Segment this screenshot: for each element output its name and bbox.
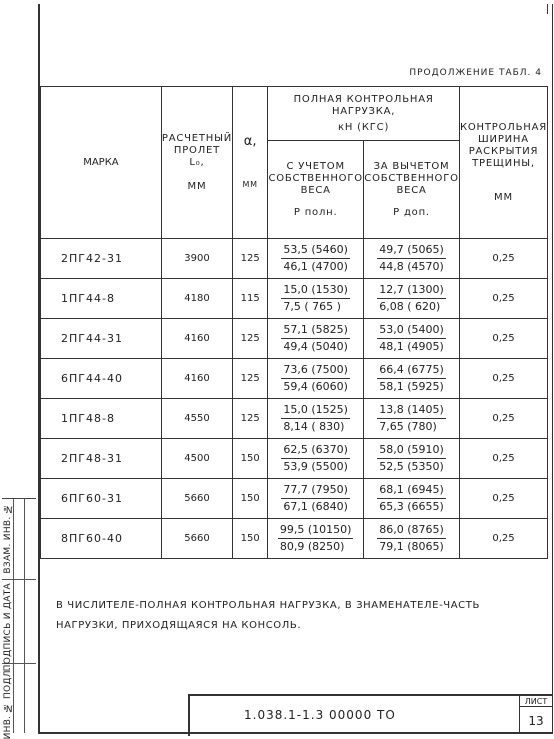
mark-cell: 1ПГ48-8 bbox=[41, 399, 162, 439]
header-without-weight: ЗА ВЫЧЕТОМ СОБСТВЕННОГО ВЕСА P доп. bbox=[364, 141, 460, 239]
table-row bbox=[41, 399, 548, 439]
table-row bbox=[41, 279, 548, 319]
alpha-cell: 115 bbox=[233, 279, 268, 319]
header-mark: МАРКА bbox=[41, 87, 162, 239]
p-add-cell: $\frac{49,7 (5065)}{44,8 (4570)}$ bbox=[364, 239, 460, 279]
p-full-cell: $\frac{53,5 (5460)}{46,1 (4700)}$ bbox=[268, 239, 364, 279]
header-span: РАСЧЕТНЫЙ ПРОЛЕТ L₀, ММ bbox=[161, 87, 232, 239]
crack-cell: 0,25 bbox=[459, 319, 547, 359]
mark-cell: 8ПГ60-40 bbox=[41, 519, 162, 559]
alpha-cell: 125 bbox=[233, 399, 268, 439]
alpha-cell: 125 bbox=[233, 239, 268, 279]
alpha-cell: 150 bbox=[233, 519, 268, 559]
header-load: ПОЛНАЯ КОНТРОЛЬНАЯ НАГРУЗКА, кН (КГС) bbox=[268, 87, 460, 141]
table-row bbox=[41, 319, 548, 359]
header-alpha: α, ММ bbox=[233, 87, 268, 239]
span-cell: 4160 bbox=[161, 319, 232, 359]
span-cell: 5660 bbox=[161, 479, 232, 519]
p-add-cell: $\frac{13,8 (1405)}{7,65 (780)}$ bbox=[364, 399, 460, 439]
header-with-weight: С УЧЕТОМ СОБСТВЕННОГО ВЕСА P полн. bbox=[268, 141, 364, 239]
sheet-label: ЛИСТ bbox=[520, 697, 552, 707]
p-add-cell: $\frac{68,1 (6945)}{65,3 (6655)}$ bbox=[364, 479, 460, 519]
alpha-cell: 150 bbox=[233, 479, 268, 519]
table-row bbox=[41, 519, 548, 559]
crack-cell: 0,25 bbox=[459, 479, 547, 519]
replace-inv-label: ВЗАМ. ИНВ. № bbox=[3, 503, 13, 574]
mark-cell: 2ПГ42-31 bbox=[41, 239, 162, 279]
p-add-cell: $\frac{86,0 (8765)}{79,1 (8065)}$ bbox=[364, 519, 460, 559]
p-add-cell: $\frac{58,0 (5910)}{52,5 (5350)}$ bbox=[364, 439, 460, 479]
corner-tick bbox=[547, 4, 548, 14]
mark-cell: 1ПГ44-8 bbox=[41, 279, 162, 319]
span-cell: 5660 bbox=[161, 519, 232, 559]
mark-cell: 6ПГ60-31 bbox=[41, 479, 162, 519]
mark-cell: 2ПГ48-31 bbox=[41, 439, 162, 479]
crack-cell: 0,25 bbox=[459, 519, 547, 559]
span-cell: 4180 bbox=[161, 279, 232, 319]
p-add-cell: $\frac{66,4 (6775)}{58,1 (5925)}$ bbox=[364, 359, 460, 399]
p-add-cell: $\frac{12,7 (1300)}{6,08 ( 620)}$ bbox=[364, 279, 460, 319]
p-full-cell: $\frac{77,7 (7950)}{67,1 (6840)}$ bbox=[268, 479, 364, 519]
sign-date-label: ПОДПИСЬ И ДАТА bbox=[3, 583, 13, 672]
p-full-cell: $\frac{15,0 (1525)}{8,14 ( 830)}$ bbox=[268, 399, 364, 439]
crack-cell: 0,25 bbox=[459, 439, 547, 479]
alpha-cell: 125 bbox=[233, 359, 268, 399]
mark-cell: 6ПГ44-40 bbox=[41, 359, 162, 399]
alpha-cell: 125 bbox=[233, 319, 268, 359]
crack-cell: 0,25 bbox=[459, 359, 547, 399]
load-table bbox=[40, 86, 548, 559]
header-crack: КОНТРОЛЬНАЯ ШИРИНА РАСКРЫТИЯ ТРЕЩИНЫ, ММ bbox=[459, 87, 547, 239]
span-cell: 4550 bbox=[161, 399, 232, 439]
table-row bbox=[41, 479, 548, 519]
p-full-cell: $\frac{57,1 (5825)}{49,4 (5040)}$ bbox=[268, 319, 364, 359]
side-stamp-strip bbox=[2, 498, 36, 739]
table-row bbox=[41, 439, 548, 479]
table-row bbox=[41, 239, 548, 279]
title-block bbox=[188, 694, 552, 736]
table-row bbox=[41, 359, 548, 399]
inv-sub-label: ИНВ. № ПОДЛ. bbox=[3, 667, 13, 739]
crack-cell: 0,25 bbox=[459, 239, 547, 279]
p-full-cell: $\frac{15,0 (1530)}{7,5 ( 765 )}$ bbox=[268, 279, 364, 319]
document-code: 1.038.1-1.3 00000 ТО bbox=[244, 708, 396, 722]
span-cell: 3900 bbox=[161, 239, 232, 279]
crack-cell: 0,25 bbox=[459, 399, 547, 439]
p-full-cell: $\frac{62,5 (6370)}{53,9 (5500)}$ bbox=[268, 439, 364, 479]
p-full-cell: $\frac{73,6 (7500)}{59,4 (6060)}$ bbox=[268, 359, 364, 399]
p-add-cell: $\frac{53,0 (5400)}{48,1 (4905)}$ bbox=[364, 319, 460, 359]
span-cell: 4160 bbox=[161, 359, 232, 399]
span-cell: 4500 bbox=[161, 439, 232, 479]
footnote: В ЧИСЛИТЕЛЕ-ПОЛНАЯ КОНТРОЛЬНАЯ НАГРУЗКА, В ЗНАМЕНАТЕЛЕ-ЧАСТЬ НАГРУЗКИ, ПРИХОДЯЩАЯСЯ НА КОНСОЛЬ. bbox=[56, 600, 480, 631]
crack-cell: 0,25 bbox=[459, 279, 547, 319]
sheet-box bbox=[519, 696, 552, 734]
mark-cell: 2ПГ44-31 bbox=[41, 319, 162, 359]
p-full-cell: $\frac{99,5 (10150)}{80,9 (8250)}$ bbox=[268, 519, 364, 559]
sheet-number: 13 bbox=[528, 714, 544, 728]
alpha-cell: 150 bbox=[233, 439, 268, 479]
continuation-label: ПРОДОЛЖЕНИЕ ТАБЛ. 4 bbox=[409, 68, 542, 78]
